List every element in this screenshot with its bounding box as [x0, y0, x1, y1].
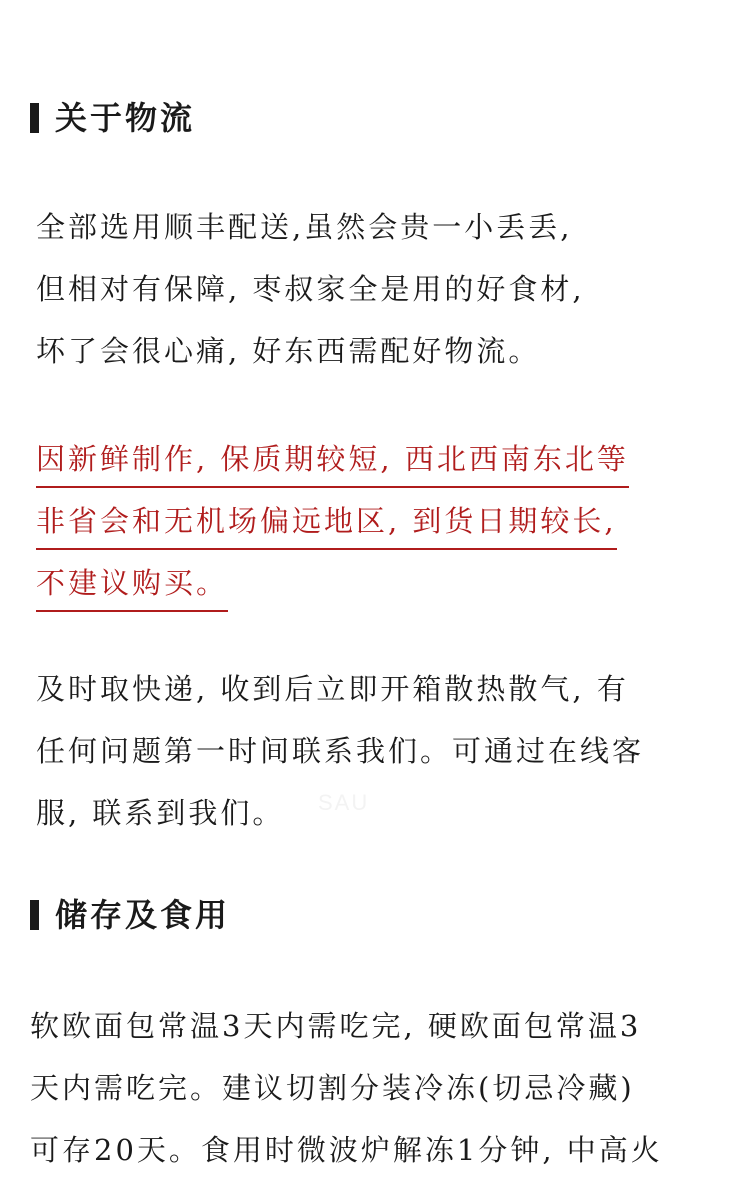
contact-line: 及时取快递, 收到后立即开箱散热散气, 有 — [36, 672, 629, 706]
storage-heading — [30, 893, 230, 937]
logistics-warning-paragraph — [36, 432, 629, 618]
storage-line: 可存20天。食用时微波炉解冻1分钟, 中高火 — [30, 1133, 663, 1167]
intro-line: 但相对有保障, 枣叔家全是用的好食材, — [36, 272, 585, 306]
heading-bar-marker — [30, 103, 39, 133]
contact-line: 服, 联系到我们。 — [36, 796, 285, 830]
warning-line-text: 因新鲜制作, 保质期较短, 西北西南东北等 — [36, 436, 629, 488]
storage-line: 天内需吃完。建议切割分装冷冻(切忌冷藏) — [30, 1071, 635, 1105]
warning-line — [36, 494, 629, 556]
warning-line — [36, 556, 629, 618]
intro-line: 坏了会很心痛, 好东西需配好物流。 — [36, 334, 541, 368]
heading-bar-marker — [30, 900, 39, 930]
storage-heading-text: 储存及食用 — [55, 896, 231, 934]
warning-line — [36, 432, 629, 494]
warning-line-text: 非省会和无机场偏远地区, 到货日期较长, — [36, 498, 617, 550]
storage-paragraph — [30, 995, 663, 1181]
warning-line-text: 不建议购买。 — [36, 560, 228, 612]
logistics-contact-paragraph — [36, 658, 644, 844]
storage-line: 软欧面包常温3天内需吃完, 硬欧面包常温3 — [30, 1009, 642, 1043]
intro-line: 全部选用顺丰配送,虽然会贵一小丢丢, — [36, 210, 573, 244]
logistics-intro-paragraph — [36, 196, 585, 382]
logistics-heading-text: 关于物流 — [55, 99, 196, 137]
contact-line: 任何问题第一时间联系我们。可通过在线客 — [36, 734, 645, 768]
faint-watermark: SAU — [318, 790, 370, 815]
logistics-heading — [30, 96, 195, 140]
